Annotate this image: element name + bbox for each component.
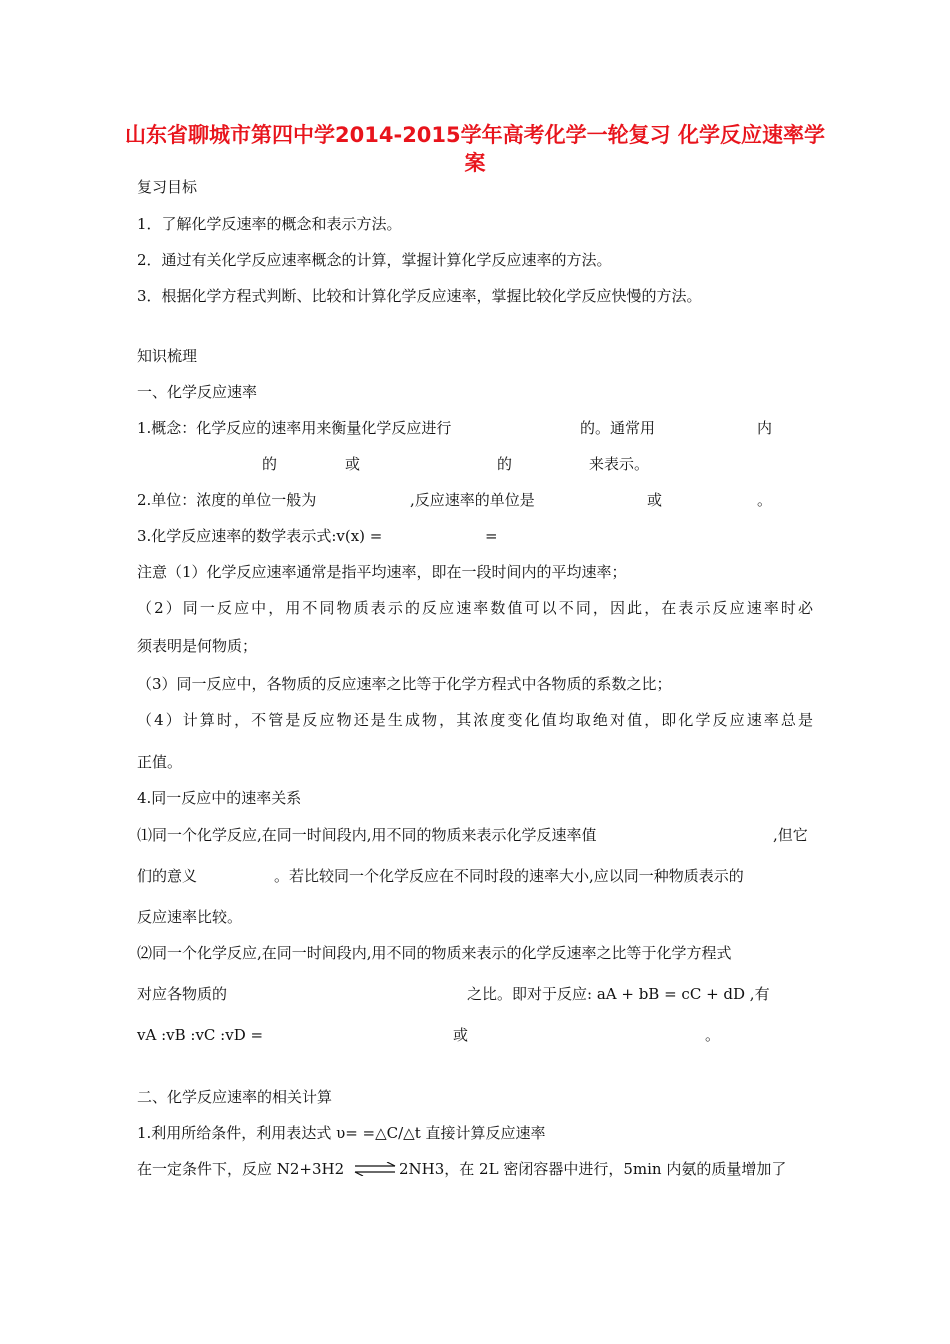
relation-1-line-2 — [137, 866, 813, 886]
review-goal-item: 2．通过有关化学反应速率概念的计算，掌握计算化学反应速率的方法。 — [137, 251, 612, 269]
review-goal-item: 3．根据化学方程式判断、比较和计算化学反应速率，掌握比较化学反应快慢的方法。 — [137, 287, 702, 305]
note-line: 须表明是何物质； — [137, 637, 258, 655]
unit-text: 。 — [757, 491, 773, 509]
relation-text: 。 — [705, 1026, 721, 1044]
relation-text: 。若比较同一个化学反应在不同时段的速率大小,应以同一种物质表示的 — [274, 867, 744, 885]
relation-1-line-1 — [137, 825, 813, 845]
relation-text: vA :vB :vC :vD = — [137, 1026, 264, 1044]
unit-line — [137, 490, 813, 510]
equilibrium-arrow-icon — [353, 1162, 397, 1176]
relation-text: 对应各物质的 — [137, 985, 228, 1003]
concept-text: 的 — [262, 455, 278, 473]
relation-text: ⑵同一个化学反应,在同一时间段内,用不同的物质来表示的化学反速率之比等于化学方程式 — [137, 944, 732, 962]
concept-text: 或 — [345, 455, 361, 473]
review-goal-item: 1．了解化学反速率的概念和表示方法。 — [137, 215, 402, 233]
relation-text: 或 — [453, 1026, 469, 1044]
formula-text: 3.化学反应速率的数学表示式:v(x) = — [137, 527, 383, 545]
section1-heading: 一、化学反应速率 — [137, 383, 258, 401]
relation-text: 之比。即对于反应: aA + bB = cC + dD ,有 — [467, 985, 770, 1003]
note-line: （3）同一反应中，各物质的反应速率之比等于化学方程式中各物质的系数之比； — [137, 675, 672, 693]
relation-2-line-3 — [137, 1025, 813, 1045]
unit-text: ,反应速率的单位是 — [410, 491, 535, 509]
example-line — [137, 1159, 813, 1179]
concept-text: 的。通常用 — [580, 419, 656, 437]
concept-text: 来表示。 — [589, 455, 650, 473]
note-line: （2）同一反应中，用不同物质表示的反应速率数值可以不同，因此，在表示反应速率时必 — [137, 599, 813, 617]
section2-item: 1.利用所给条件，利用表达式 υ= =△C/△t 直接计算反应速率 — [137, 1124, 546, 1142]
concept-line-2 — [137, 454, 813, 474]
relation-text: 反应速率比较。 — [137, 908, 243, 926]
note-line: 注意（1）化学反应速率通常是指平均速率，即在一段时间内的平均速率； — [137, 563, 627, 581]
relation-text: 们的意义 — [137, 867, 198, 885]
example-text: 2NH3，在 2L 密闭容器中进行，5min 内氨的质量增加了 — [399, 1160, 787, 1178]
relation-text: ⑴同一个化学反应,在同一时间段内,用不同的物质来表示化学反速率值 — [137, 826, 597, 844]
example-text: 在一定条件下，反应 N2+3H2 — [137, 1160, 345, 1178]
review-goals-heading: 复习目标 — [137, 178, 198, 196]
concept-line-1 — [137, 418, 813, 438]
section2-heading: 二、化学反应速率的相关计算 — [137, 1088, 333, 1106]
concept-text: 1.概念：化学反应的速率用来衡量化学反应进行 — [137, 419, 452, 437]
concept-text: 内 — [757, 419, 773, 437]
unit-text: 或 — [647, 491, 663, 509]
formula-line — [137, 526, 813, 546]
relation-heading: 4.同一反应中的速率关系 — [137, 789, 302, 807]
formula-text: = — [485, 527, 498, 545]
unit-text: 2.单位：浓度的单位一般为 — [137, 491, 317, 509]
concept-text: 的 — [497, 455, 513, 473]
note-line: 正值。 — [137, 753, 183, 771]
relation-2-line-2 — [137, 984, 813, 1004]
relation-text: ,但它 — [773, 826, 808, 844]
note-line: （4）计算时，不管是反应物还是生成物，其浓度变化值均取绝对值，即化学反应速率总是 — [137, 711, 813, 729]
document-title: 山东省聊城市第四中学2014-2015学年高考化学一轮复习 化学反应速率学案 — [125, 123, 825, 175]
knowledge-heading: 知识梳理 — [137, 347, 198, 365]
